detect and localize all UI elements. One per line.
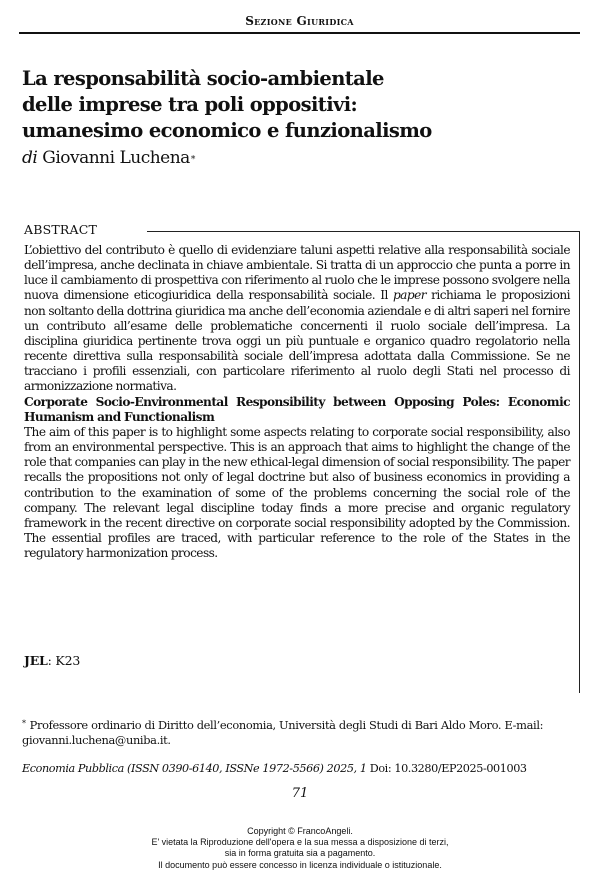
jel-codes <box>24 653 80 668</box>
journal-reference: Economia Pubblica (ISSN 0390-6140, ISSNe 1972-5566) 2025, 1 <box>22 762 367 775</box>
header-rule <box>19 32 580 34</box>
abstract-box-right-rule <box>579 231 580 693</box>
title-line: delle imprese tra poli oppositivi: <box>22 93 358 116</box>
copyright-line: E' vietata la Riproduzione dell'opera e la sua messa a disposizione di terzi, <box>151 837 449 848</box>
abstract-italian: L’obiettivo del contributo è quello di evidenziare taluni aspetti relative alla responsabilità sociale dell’impresa, anche declinata in chiave ambientale. Si tratta di un approccio che punta a porre in luce il cambiamento di prospettiva con riferimento al ruolo che le imprese possono svolgere nella nuova dimensione eticogiuridica della responsabilità sociale. Il paper richiama le proposizioni non soltanto della dottrina giuridica ma anche dell’economia aziendale e di altri saperi nel fornire un contributo all’esame delle problematiche concernenti il ruolo sociale dell’impresa. La disciplina giuridica pertinente trova oggi un più puntuale e organico quadro regolatorio nella recente direttiva sulla responsabilità sociale dell’impresa adottata dalla Commissione. Se ne tracciano i profili essenziali, con particolare riferimento al ruolo degli Stati nel processo di armonizzazione normativa. <box>24 243 570 394</box>
author-prefix: di <box>22 148 38 168</box>
copyright-line: Il documento può essere concesso in licenza individuale o istituzionale. <box>158 859 442 870</box>
author-footnote <box>22 718 582 747</box>
abstract-body <box>24 243 570 561</box>
emphasis-paper: paper <box>392 288 426 303</box>
abstract-label: ABSTRACT <box>24 222 98 237</box>
title-line: umanesimo economico e funzionalismo <box>22 119 432 142</box>
copyright-line: sia in forma gratuita sia a pagamento. <box>224 848 376 859</box>
page-number: 71 <box>291 786 309 801</box>
journal-citation <box>22 762 592 775</box>
abstract-box-top-rule <box>147 231 580 232</box>
journal-doi: Doi: 10.3280/EP2025-001003 <box>366 762 527 775</box>
footnote-text: Professore ordinario di Diritto dell’economia, Università degli Studi di Bari Aldo Moro. E-mail: giovanni.luchena@uniba.it. <box>22 718 544 747</box>
abstract-english: The aim of this paper is to highlight some aspects relating to corporate social responsibility, also from an environmental perspective. This is an approach that aims to highlight the change of the role that companies can play in the new ethical-legal dimension of social responsibility. The paper recalls the propositions not only of legal doctrine but also of business economics in providing a contribution to the examination of some of the problems concerning the social role of the company. The relevant legal discipline today finds a more precise and organic regulatory framework in the recent directive on corporate social responsibility adopted by the Commission. The essential profiles are traced, with particular reference to the role of the States in the regulatory harmonization process. <box>24 424 570 561</box>
footnote-mark: * <box>22 719 26 728</box>
section-header: Sezione Giuridica <box>245 14 354 28</box>
abstract-english-title: Corporate Socio-Environmental Responsibility between Opposing Poles: Economic Humanism and Functionalism <box>24 394 570 424</box>
author-line <box>22 146 195 170</box>
author-name: Giovanni Luchena <box>42 148 190 168</box>
article-title <box>22 66 582 144</box>
jel-code: : K23 <box>47 653 81 668</box>
author-footnote-mark: * <box>190 155 195 165</box>
copyright-line: Copyright © FrancoAngeli. <box>247 826 353 836</box>
jel-label: JEL <box>24 653 48 668</box>
title-line: La responsabilità socio-ambientale <box>22 67 384 90</box>
copyright-notice <box>0 826 600 871</box>
